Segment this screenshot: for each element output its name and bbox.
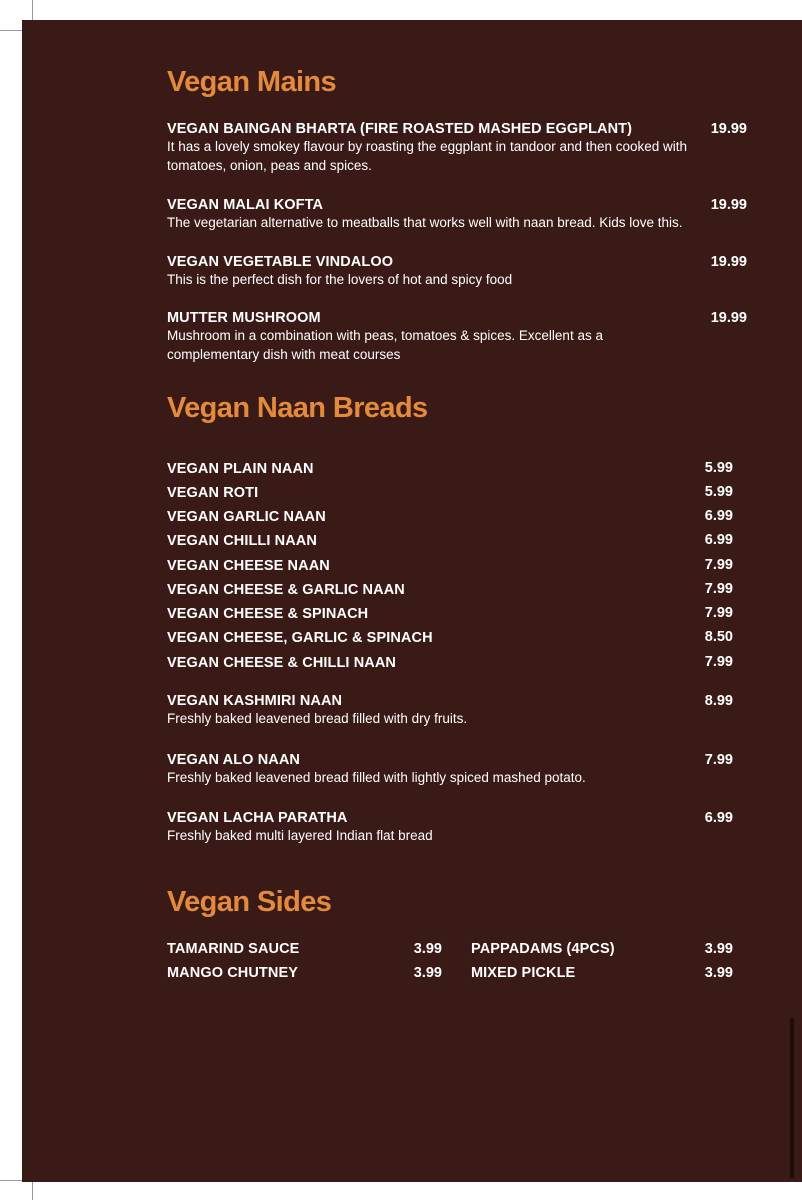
menu-item [167, 752, 733, 787]
bread-item [167, 557, 733, 577]
item-description: Freshly baked leavened bread filled with lightly spiced mashed potato. [167, 770, 586, 785]
item-price: 3.99 [704, 941, 733, 957]
menu-item [167, 693, 733, 728]
section-title-sides: Vegan Sides [167, 886, 332, 918]
item-name: MANGO CHUTNEY [167, 965, 298, 981]
item-price: 5.99 [704, 484, 733, 500]
item-price: 7.99 [704, 605, 733, 621]
item-name: PAPPADAMS (4PCS) [471, 941, 615, 957]
item-name: TAMARIND SAUCE [167, 941, 300, 957]
side-item [471, 941, 733, 961]
item-price: 3.99 [413, 965, 442, 981]
item-name: VEGAN CHEESE, GARLIC & SPINACH [167, 630, 433, 646]
item-price: 19.99 [710, 197, 747, 213]
crop-mark [32, 0, 33, 20]
item-description: This is the perfect dish for the lovers of hot and spicy food [167, 272, 513, 287]
section-title-mains: Vegan Mains [167, 66, 337, 98]
item-price: 19.99 [710, 310, 747, 326]
item-price: 7.99 [704, 581, 733, 597]
crop-mark [32, 1182, 33, 1200]
menu-item [167, 254, 747, 289]
item-price: 19.99 [710, 121, 747, 137]
crop-mark [0, 30, 22, 31]
item-price: 5.99 [704, 460, 733, 476]
menu-item [167, 310, 747, 364]
section-title-breads: Vegan Naan Breads [167, 392, 428, 424]
item-name: VEGAN VEGETABLE VINDALOO [167, 254, 394, 270]
bread-item [167, 532, 733, 552]
scrollbar-thumb[interactable] [790, 1018, 794, 1178]
item-name: VEGAN MALAI KOFTA [167, 197, 324, 213]
item-description: The vegetarian alternative to meatballs that works well with naan bread. Kids love this. [167, 215, 683, 230]
item-name: VEGAN ROTI [167, 485, 259, 501]
crop-mark [0, 1180, 22, 1181]
item-price: 7.99 [704, 752, 733, 768]
item-name: VEGAN PLAIN NAAN [167, 461, 314, 477]
item-name: VEGAN CHEESE NAAN [167, 558, 330, 574]
menu-item [167, 121, 747, 175]
item-name: VEGAN KASHMIRI NAAN [167, 693, 343, 709]
item-name: VEGAN CHEESE & CHILLI NAAN [167, 655, 396, 671]
item-name: VEGAN GARLIC NAAN [167, 509, 326, 525]
side-item [471, 965, 733, 985]
item-price: 6.99 [704, 508, 733, 524]
item-name: VEGAN ALO NAAN [167, 752, 300, 768]
item-description: Freshly baked leavened bread filled with dry fruits. [167, 711, 468, 726]
bread-item [167, 581, 733, 601]
item-price: 3.99 [413, 941, 442, 957]
item-name: VEGAN CHEESE & GARLIC NAAN [167, 582, 405, 598]
item-name: VEGAN BAINGAN BHARTA (FIRE ROASTED MASHED EGGPLANT) [167, 121, 633, 137]
item-description: It has a lovely smokey flavour by roasting the eggplant in tandoor and then cooked with tomatoes, onion, peas and spices. [167, 139, 688, 173]
item-price: 3.99 [704, 965, 733, 981]
item-price: 19.99 [710, 254, 747, 270]
item-description: Freshly baked multi layered Indian flat bread [167, 828, 433, 843]
item-name: MUTTER MUSHROOM [167, 310, 321, 326]
item-price: 6.99 [704, 810, 733, 826]
menu-page [22, 20, 802, 1182]
bread-item [167, 484, 733, 504]
item-name: MIXED PICKLE [471, 965, 576, 981]
item-name: VEGAN CHILLI NAAN [167, 533, 317, 549]
item-price: 7.99 [704, 654, 733, 670]
item-price: 6.99 [704, 532, 733, 548]
side-item [167, 941, 442, 961]
item-name: VEGAN CHEESE & SPINACH [167, 606, 369, 622]
menu-item [167, 197, 747, 232]
item-price: 8.99 [704, 693, 733, 709]
bread-item [167, 654, 733, 674]
bread-item [167, 460, 733, 480]
side-item [167, 965, 442, 985]
item-price: 8.50 [704, 629, 733, 645]
bread-item [167, 508, 733, 528]
bread-item [167, 629, 733, 649]
item-price: 7.99 [704, 557, 733, 573]
bread-item [167, 605, 733, 625]
item-name: VEGAN LACHA PARATHA [167, 810, 348, 826]
menu-item [167, 810, 733, 845]
item-description: Mushroom in a combination with peas, tomatoes & spices. Excellent as a complementary dish with meat courses [167, 328, 603, 362]
